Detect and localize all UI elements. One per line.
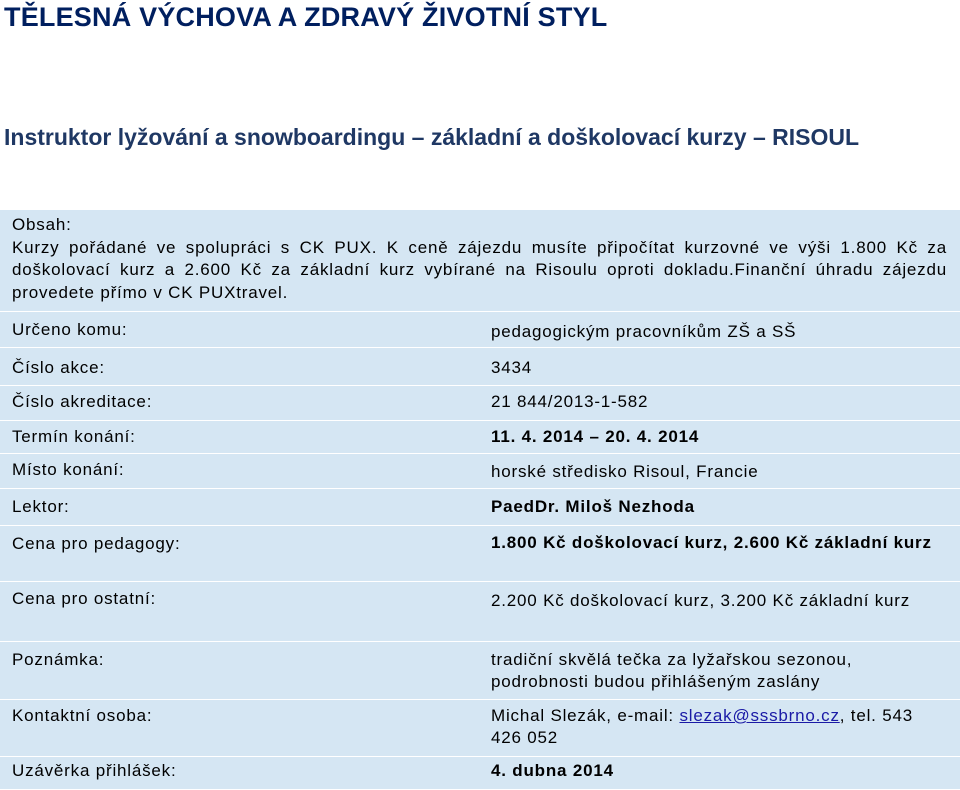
row-lektor: [0, 488, 960, 526]
lektor-label: Lektor:: [12, 497, 70, 516]
row-poznamka: [0, 641, 960, 700]
akreditace-value: 21 844/2013-1-582: [491, 392, 649, 411]
row-cena-ostatni: [0, 581, 960, 642]
urceno-label: Určeno komu:: [12, 320, 128, 339]
content-text: Kurzy pořádané ve spolupráci s CK PUX. K ceně zájezdu musíte připočítat kurzovné ve výši 1.800 Kč za doškolovací kurz a 2.600 Kč za základní kurz vybírané na Risoulu oproti dokladu.Finanční úhradu zájezdu provedete přímo v CK PUXtravel.: [12, 237, 947, 302]
kontakt-value: [491, 705, 946, 749]
lektor-value: PaedDr. Miloš Nezhoda: [491, 497, 695, 516]
poznamka-label: Poznámka:: [12, 650, 105, 669]
row-kontakt: [0, 699, 960, 757]
email-link[interactable]: slezak@sssbrno.cz: [679, 706, 840, 725]
misto-label: Místo konání:: [12, 460, 125, 479]
poznamka-value: tradiční skvělá tečka za lyžařskou sezonou, podrobnosti budou přihlášeným zaslány: [491, 650, 853, 691]
misto-value: horské středisko Risoul, Francie: [491, 462, 759, 481]
cena-pedagogove-value: 1.800 Kč doškolovací kurz, 2.600 Kč základní kurz: [491, 533, 932, 552]
row-misto: [0, 453, 960, 489]
cislo-akce-value: 3434: [491, 358, 533, 377]
row-urceno: [0, 311, 960, 348]
cena-ostatni-value: 2.200 Kč doškolovací kurz, 3.200 Kč základní kurz: [491, 591, 911, 610]
row-uzaverka: [0, 756, 960, 790]
cena-pedagogove-label: Cena pro pedagogy:: [12, 534, 181, 553]
cena-ostatni-label: Cena pro ostatní:: [12, 589, 157, 608]
kontakt-name: Michal Slezák, e-mail:: [491, 706, 680, 725]
row-cena-pedagogove: [0, 525, 960, 582]
course-title: Instruktor lyžování a snowboardingu – základní a doškolovací kurzy – RISOUL: [4, 124, 860, 150]
urceno-value: pedagogickým pracovníkům ZŠ a SŠ: [491, 322, 797, 341]
row-akreditace: [0, 385, 960, 421]
content-label: Obsah:: [12, 215, 72, 234]
row-termin: [0, 420, 960, 454]
akreditace-label: Číslo akreditace:: [12, 392, 153, 411]
details-table: [0, 311, 960, 789]
kontakt-label: Kontaktní osoba:: [12, 706, 153, 725]
termin-label: Termín konání:: [12, 427, 136, 446]
uzaverka-label: Uzávěrka přihlášek:: [12, 761, 177, 780]
page-title: TĚLESNÁ VÝCHOVA A ZDRAVÝ ŽIVOTNÍ STYL: [4, 2, 608, 32]
cislo-akce-label: Číslo akce:: [12, 358, 105, 377]
content-section: [12, 214, 947, 304]
kontakt-phone: , tel. 543 426 052: [491, 706, 913, 747]
uzaverka-value: 4. dubna 2014: [491, 761, 614, 780]
termin-value: 11. 4. 2014 – 20. 4. 2014: [491, 427, 700, 446]
row-cislo-akce: [0, 347, 960, 386]
